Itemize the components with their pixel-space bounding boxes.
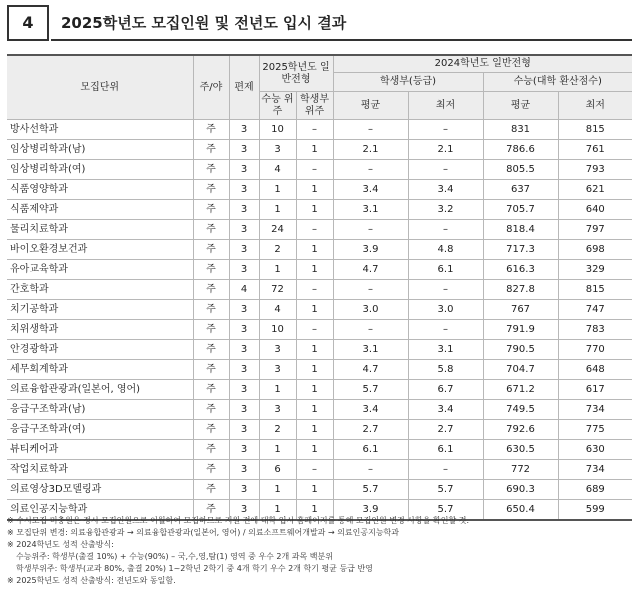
cell-csat-focus-count: 1 [259, 500, 296, 521]
cell-record-focus-count: – [296, 320, 333, 340]
cell-csat-min: 815 [558, 120, 632, 140]
cell-record-focus-count: 1 [296, 140, 333, 160]
cell-record-avg: 3.4 [333, 400, 408, 420]
table-row [7, 400, 632, 420]
title-underline [51, 39, 632, 41]
cell-csat-avg: 831 [483, 120, 558, 140]
table-row [7, 380, 632, 400]
cell-csat-min: 793 [558, 160, 632, 180]
cell-csat-avg: 818.4 [483, 220, 558, 240]
cell-csat-focus-count: 10 [259, 120, 296, 140]
cell-quota: 3 [229, 260, 259, 280]
cell-dept-name: 뷰티케어과 [7, 440, 193, 460]
cell-record-focus-count: 1 [296, 260, 333, 280]
cell-csat-avg: 637 [483, 180, 558, 200]
cell-day-night: 주 [193, 300, 229, 320]
table-row [7, 120, 632, 140]
cell-dept-name: 치위생학과 [7, 320, 193, 340]
table-row [7, 140, 632, 160]
cell-csat-focus-count: 3 [259, 400, 296, 420]
cell-csat-focus-count: 3 [259, 360, 296, 380]
cell-quota: 3 [229, 440, 259, 460]
cell-quota: 3 [229, 240, 259, 260]
cell-csat-avg: 786.6 [483, 140, 558, 160]
cell-quota: 3 [229, 380, 259, 400]
cell-record-min: – [408, 280, 483, 300]
cell-csat-focus-count: 3 [259, 140, 296, 160]
cell-csat-focus-count: 2 [259, 420, 296, 440]
cell-csat-avg: 671.2 [483, 380, 558, 400]
col-header-csat-min: 최저 [558, 92, 632, 120]
footnote-line: ※ 수시모집 미충원은 정시 모집인원으로 이월하여 모집하므로 지원 전에 대학 입시 홈페이지를 통해 모집인원 변경 사항을 확인할 것. [7, 516, 470, 525]
cell-quota: 3 [229, 160, 259, 180]
cell-record-focus-count: 1 [296, 380, 333, 400]
cell-dept-name: 물리치료학과 [7, 220, 193, 240]
cell-record-avg: 5.7 [333, 480, 408, 500]
cell-day-night: 주 [193, 400, 229, 420]
cell-record-min: – [408, 320, 483, 340]
cell-record-focus-count: 1 [296, 340, 333, 360]
table-row [7, 280, 632, 300]
cell-csat-avg: 616.3 [483, 260, 558, 280]
cell-csat-avg: 690.3 [483, 480, 558, 500]
cell-csat-focus-count: 1 [259, 380, 296, 400]
cell-record-min: 5.7 [408, 500, 483, 521]
cell-day-night: 주 [193, 440, 229, 460]
cell-quota: 3 [229, 220, 259, 240]
table-row [7, 220, 632, 240]
cell-quota: 4 [229, 280, 259, 300]
cell-csat-avg: 749.5 [483, 400, 558, 420]
cell-csat-min: 698 [558, 240, 632, 260]
cell-csat-avg: 717.3 [483, 240, 558, 260]
cell-csat-avg: 792.6 [483, 420, 558, 440]
table-row [7, 260, 632, 280]
cell-quota: 3 [229, 340, 259, 360]
table-row [7, 480, 632, 500]
cell-day-night: 주 [193, 420, 229, 440]
cell-csat-avg: 827.8 [483, 280, 558, 300]
cell-quota: 3 [229, 200, 259, 220]
cell-quota: 3 [229, 400, 259, 420]
cell-record-min: 3.0 [408, 300, 483, 320]
cell-record-focus-count: 1 [296, 480, 333, 500]
cell-record-avg: – [333, 160, 408, 180]
cell-day-night: 주 [193, 280, 229, 300]
footnote-line: 학생부위주: 학생부(교과 80%, 출결 20%) 1~2학년 2학기 중 4개 학기 우수 2개 학기 평균 등급 반영 [16, 564, 373, 573]
cell-record-avg: 2.1 [333, 140, 408, 160]
col-header-record-focus: 학생부 위주 [296, 92, 333, 120]
cell-record-min: 5.8 [408, 360, 483, 380]
col-header-csat-avg: 평균 [483, 92, 558, 120]
footnote-line: ※ 2025학년도 성적 산출방식: 전년도와 동일함. [7, 576, 176, 585]
cell-csat-avg: 805.5 [483, 160, 558, 180]
cell-day-night: 주 [193, 160, 229, 180]
cell-csat-focus-count: 6 [259, 460, 296, 480]
cell-record-min: – [408, 160, 483, 180]
cell-record-focus-count: 1 [296, 240, 333, 260]
cell-dept-name: 작업치료학과 [7, 460, 193, 480]
cell-csat-avg: 704.7 [483, 360, 558, 380]
cell-record-min: 6.1 [408, 260, 483, 280]
cell-record-avg: 6.1 [333, 440, 408, 460]
cell-quota: 3 [229, 140, 259, 160]
cell-csat-avg: 772 [483, 460, 558, 480]
cell-record-avg: – [333, 120, 408, 140]
table-row [7, 180, 632, 200]
cell-record-focus-count: 1 [296, 300, 333, 320]
table-body [7, 120, 632, 521]
cell-record-avg: – [333, 220, 408, 240]
cell-day-night: 주 [193, 240, 229, 260]
footnote-line: ※ 2024학년도 성적 산출방식: [7, 540, 114, 549]
cell-day-night: 주 [193, 340, 229, 360]
cell-dept-name: 치기공학과 [7, 300, 193, 320]
cell-csat-focus-count: 4 [259, 160, 296, 180]
footnote-line: ※ 모집단위 변경: 의료융합관광과 → 의료융합관광과(일본어, 영어) / 의료소프트웨어개발과 → 의료인공지능학과 [7, 528, 400, 537]
cell-csat-min: 761 [558, 140, 632, 160]
cell-dept-name: 방사선학과 [7, 120, 193, 140]
cell-record-min: 6.1 [408, 440, 483, 460]
section-title: 2025학년도 모집인원 및 전년도 입시 결과 [61, 14, 347, 32]
cell-dept-name: 의료영상3D모델링과 [7, 480, 193, 500]
cell-csat-min: 734 [558, 400, 632, 420]
cell-record-focus-count: 1 [296, 440, 333, 460]
table-row [7, 340, 632, 360]
cell-csat-focus-count: 1 [259, 440, 296, 460]
cell-csat-focus-count: 4 [259, 300, 296, 320]
cell-record-min: 3.1 [408, 340, 483, 360]
table-row [7, 240, 632, 260]
cell-record-min: 3.4 [408, 400, 483, 420]
cell-record-avg: 2.7 [333, 420, 408, 440]
table-row [7, 440, 632, 460]
cell-csat-min: 797 [558, 220, 632, 240]
cell-record-avg: 3.9 [333, 240, 408, 260]
col-header-record-avg: 평균 [333, 92, 408, 120]
cell-csat-avg: 630.5 [483, 440, 558, 460]
cell-record-min: 2.7 [408, 420, 483, 440]
cell-record-focus-count: 1 [296, 180, 333, 200]
table-row [7, 420, 632, 440]
cell-day-night: 주 [193, 320, 229, 340]
cell-csat-min: 770 [558, 340, 632, 360]
cell-day-night: 주 [193, 220, 229, 240]
cell-dept-name: 세무회계학과 [7, 360, 193, 380]
cell-record-avg: 5.7 [333, 380, 408, 400]
cell-record-focus-count: – [296, 220, 333, 240]
cell-csat-avg: 650.4 [483, 500, 558, 521]
cell-record-focus-count: – [296, 160, 333, 180]
cell-record-avg: – [333, 460, 408, 480]
cell-record-avg: 4.7 [333, 360, 408, 380]
cell-record-min: – [408, 460, 483, 480]
col-header-2025: 2025학년도 일반전형 [259, 55, 333, 92]
cell-quota: 3 [229, 460, 259, 480]
table-row [7, 320, 632, 340]
cell-dept-name: 의료인공지능학과 [7, 500, 193, 521]
cell-dept-name: 임상병리학과(여) [7, 160, 193, 180]
col-header-quota: 편제 [229, 55, 259, 120]
col-header-record-min: 최저 [408, 92, 483, 120]
cell-quota: 3 [229, 320, 259, 340]
footnote-line: 수능위주: 학생부(출결 10%) + 수능(90%) – 국,수,영,탐(1) 영역 중 우수 2개 과목 백분위 [16, 552, 333, 561]
cell-record-min: – [408, 220, 483, 240]
cell-record-avg: 3.1 [333, 340, 408, 360]
cell-record-avg: – [333, 320, 408, 340]
cell-record-focus-count: 1 [296, 420, 333, 440]
cell-csat-focus-count: 3 [259, 340, 296, 360]
cell-csat-min: 621 [558, 180, 632, 200]
admission-results-table [7, 54, 632, 521]
cell-csat-min: 783 [558, 320, 632, 340]
cell-day-night: 주 [193, 200, 229, 220]
cell-record-avg: 3.4 [333, 180, 408, 200]
footnotes [7, 515, 632, 587]
cell-quota: 3 [229, 120, 259, 140]
table-row [7, 300, 632, 320]
cell-record-min: – [408, 120, 483, 140]
cell-csat-min: 329 [558, 260, 632, 280]
cell-dept-name: 유아교육학과 [7, 260, 193, 280]
cell-csat-min: 599 [558, 500, 632, 521]
cell-csat-focus-count: 10 [259, 320, 296, 340]
cell-record-focus-count: 1 [296, 200, 333, 220]
cell-csat-avg: 791.9 [483, 320, 558, 340]
cell-record-avg: 3.9 [333, 500, 408, 521]
cell-dept-name: 임상병리학과(남) [7, 140, 193, 160]
cell-csat-focus-count: 1 [259, 200, 296, 220]
col-header-csat-score: 수능(대학 환산점수) [483, 73, 632, 92]
cell-csat-min: 734 [558, 460, 632, 480]
cell-quota: 3 [229, 300, 259, 320]
cell-day-night: 주 [193, 260, 229, 280]
cell-csat-avg: 790.5 [483, 340, 558, 360]
section-number: 4 [7, 5, 49, 41]
cell-day-night: 주 [193, 140, 229, 160]
col-header-record-grade: 학생부(등급) [333, 73, 483, 92]
cell-record-avg: 3.1 [333, 200, 408, 220]
cell-dept-name: 의료융합관광과(일본어, 영어) [7, 380, 193, 400]
cell-quota: 3 [229, 180, 259, 200]
cell-quota: 3 [229, 500, 259, 521]
cell-record-focus-count: 1 [296, 400, 333, 420]
cell-dept-name: 응급구조학과(여) [7, 420, 193, 440]
cell-record-focus-count: – [296, 120, 333, 140]
cell-csat-min: 689 [558, 480, 632, 500]
cell-day-night: 주 [193, 360, 229, 380]
cell-record-avg: 4.7 [333, 260, 408, 280]
col-header-2024: 2024학년도 일반전형 [333, 55, 632, 73]
table-row [7, 360, 632, 380]
cell-csat-min: 747 [558, 300, 632, 320]
cell-day-night: 주 [193, 120, 229, 140]
cell-dept-name: 안경광학과 [7, 340, 193, 360]
cell-record-min: 3.2 [408, 200, 483, 220]
cell-csat-focus-count: 1 [259, 180, 296, 200]
cell-dept-name: 식품제약과 [7, 200, 193, 220]
cell-day-night: 주 [193, 500, 229, 521]
cell-record-avg: 3.0 [333, 300, 408, 320]
cell-dept-name: 응급구조학과(남) [7, 400, 193, 420]
cell-csat-avg: 705.7 [483, 200, 558, 220]
cell-record-avg: – [333, 280, 408, 300]
col-header-csat-focus: 수능 위주 [259, 92, 296, 120]
cell-csat-min: 640 [558, 200, 632, 220]
cell-record-focus-count: – [296, 460, 333, 480]
cell-record-focus-count: – [296, 280, 333, 300]
cell-csat-min: 815 [558, 280, 632, 300]
cell-csat-avg: 767 [483, 300, 558, 320]
cell-quota: 3 [229, 360, 259, 380]
table-row [7, 460, 632, 480]
table-row [7, 200, 632, 220]
cell-record-min: 5.7 [408, 480, 483, 500]
cell-record-min: 6.7 [408, 380, 483, 400]
cell-quota: 3 [229, 420, 259, 440]
cell-csat-min: 648 [558, 360, 632, 380]
cell-record-focus-count: 1 [296, 360, 333, 380]
cell-record-focus-count: 1 [296, 500, 333, 521]
col-header-day-night: 주/야 [193, 55, 229, 120]
cell-csat-focus-count: 1 [259, 480, 296, 500]
cell-record-min: 2.1 [408, 140, 483, 160]
cell-csat-focus-count: 72 [259, 280, 296, 300]
cell-day-night: 주 [193, 480, 229, 500]
cell-dept-name: 식품영양학과 [7, 180, 193, 200]
cell-csat-focus-count: 1 [259, 260, 296, 280]
table-row [7, 160, 632, 180]
cell-record-min: 3.4 [408, 180, 483, 200]
cell-quota: 3 [229, 480, 259, 500]
cell-csat-min: 775 [558, 420, 632, 440]
cell-csat-min: 630 [558, 440, 632, 460]
cell-csat-min: 617 [558, 380, 632, 400]
cell-csat-focus-count: 2 [259, 240, 296, 260]
cell-csat-focus-count: 24 [259, 220, 296, 240]
col-header-unit: 모집단위 [7, 55, 193, 120]
section-header [7, 5, 632, 41]
cell-record-min: 4.8 [408, 240, 483, 260]
cell-day-night: 주 [193, 460, 229, 480]
cell-dept-name: 간호학과 [7, 280, 193, 300]
cell-day-night: 주 [193, 180, 229, 200]
cell-dept-name: 바이오환경보건과 [7, 240, 193, 260]
cell-day-night: 주 [193, 380, 229, 400]
